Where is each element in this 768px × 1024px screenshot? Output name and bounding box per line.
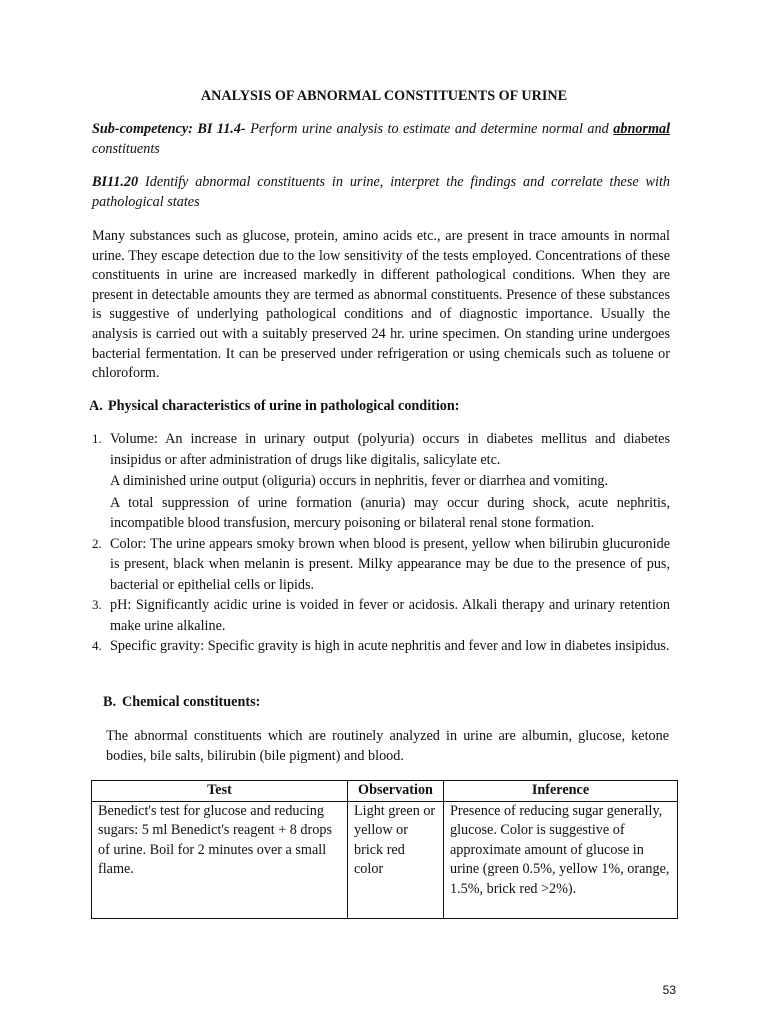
table-cell-inference: Presence of reducing sugar generally, glucose. Color is suggestive of approximate amount of glucose in urine (green 0.5%, yellow 1%, orange, 1.5%, brick red >2%). [444, 801, 678, 918]
subcompetency-underlined: abnormal [613, 121, 671, 137]
column-header-observation: Observation [348, 781, 444, 802]
section-b-title: Chemical constituents: [122, 694, 261, 710]
list-number: 4. [92, 638, 102, 653]
subcompetency-paragraph [92, 120, 670, 159]
list-paragraph: Specific gravity: Specific gravity is high in acute nephritis and fever and low in diabetes insipidus. [110, 638, 670, 654]
bi1120-code: BI11.20 [92, 174, 139, 190]
list-item [92, 429, 670, 534]
list-number: 1. [92, 431, 102, 446]
page-number: 53 [662, 983, 676, 997]
table-cell-observation: Light green or yellow or brick red color [348, 801, 444, 918]
chemical-intro-paragraph: The abnormal constituents which are routinely analyzed in urine are albumin, glucose, ketone bodies, bile salts, bilirubin (bile pigment) and blood. [106, 728, 669, 764]
table-cell-test: Benedict's test for glucose and reducing sugars: 5 ml Benedict's reagent + 8 drops of urine. Boil for 2 minutes over a small flame. [92, 801, 348, 918]
table-header-row [92, 781, 678, 802]
list-paragraph: Color: The urine appears smoky brown when blood is present, yellow when bilirubin glucuronide is present, black when melanin is present. Milky appearance may be due to the presence of pus, bacterial or epithelial cells or lipids. [110, 535, 670, 593]
list-paragraph: A diminished urine output (oliguria) occurs in nephritis, fever or diarrhea and vomiting. [110, 473, 609, 489]
subcompetency-text-end: constituents [92, 140, 160, 157]
column-header-inference: Inference [444, 781, 678, 802]
list-number: 2. [92, 535, 102, 551]
tests-table [91, 780, 678, 919]
column-header-test: Test [92, 781, 348, 802]
bi1120-text: Identify abnormal constituents in urine, interpret the findings and correlate these with pathological states [92, 174, 670, 210]
section-b-marker: B. [103, 694, 117, 710]
list-number: 3. [92, 597, 102, 612]
subcompetency-label: Sub-competency: BI 11.4- [92, 121, 246, 137]
section-a-heading [89, 397, 460, 417]
section-a-marker: A. [89, 398, 103, 414]
table-row [92, 801, 678, 918]
list-item [92, 534, 670, 596]
intro-paragraph: Many substances such as glucose, protein, amino acids etc., are present in trace amounts in normal urine. They escape detection due to the low sensitivity of the tests employed. Concentrations of these constituents in urine are increased markedly in different pathological conditions. When they are present in detectable amounts they are termed as abnormal constituents. Presence of these substances is suggestive of underlying pathological conditions and of diagnostic importance. Usually the analysis is carried out with a suitably preserved 24 hr. urine specimen. On standing urine undergoes bacterial fermentation. It can be preserved under refrigeration or using chemicals such as toluene or chloroform. [92, 228, 670, 382]
section-a-title: Physical characteristics of urine in pathological condition: [108, 398, 460, 414]
list-paragraph: pH: Significantly acidic urine is voided in fever or acidosis. Alkali therapy and urinary retention make urine alkaline. [110, 597, 670, 634]
section-b-heading [103, 693, 260, 713]
list-item [92, 636, 670, 657]
page-title: ANALYSIS OF ABNORMAL CONSTITUENTS OF URINE [200, 88, 568, 104]
list-item [92, 595, 670, 636]
physical-characteristics-list [92, 429, 670, 657]
bi1120-paragraph [92, 173, 670, 212]
subcompetency-text: Perform urine analysis to estimate and determine normal and [245, 121, 609, 137]
list-paragraph: A total suppression of urine formation (anuria) may occur during shock, acute nephritis, incompatible blood transfusion, mercury poisoning or bilateral renal stone formation. [110, 494, 670, 531]
list-paragraph: Volume: An increase in urinary output (polyuria) occurs in diabetes mellitus and diabetes insipidus or after administration of drugs like digitalis, salicylate etc. [110, 431, 670, 468]
